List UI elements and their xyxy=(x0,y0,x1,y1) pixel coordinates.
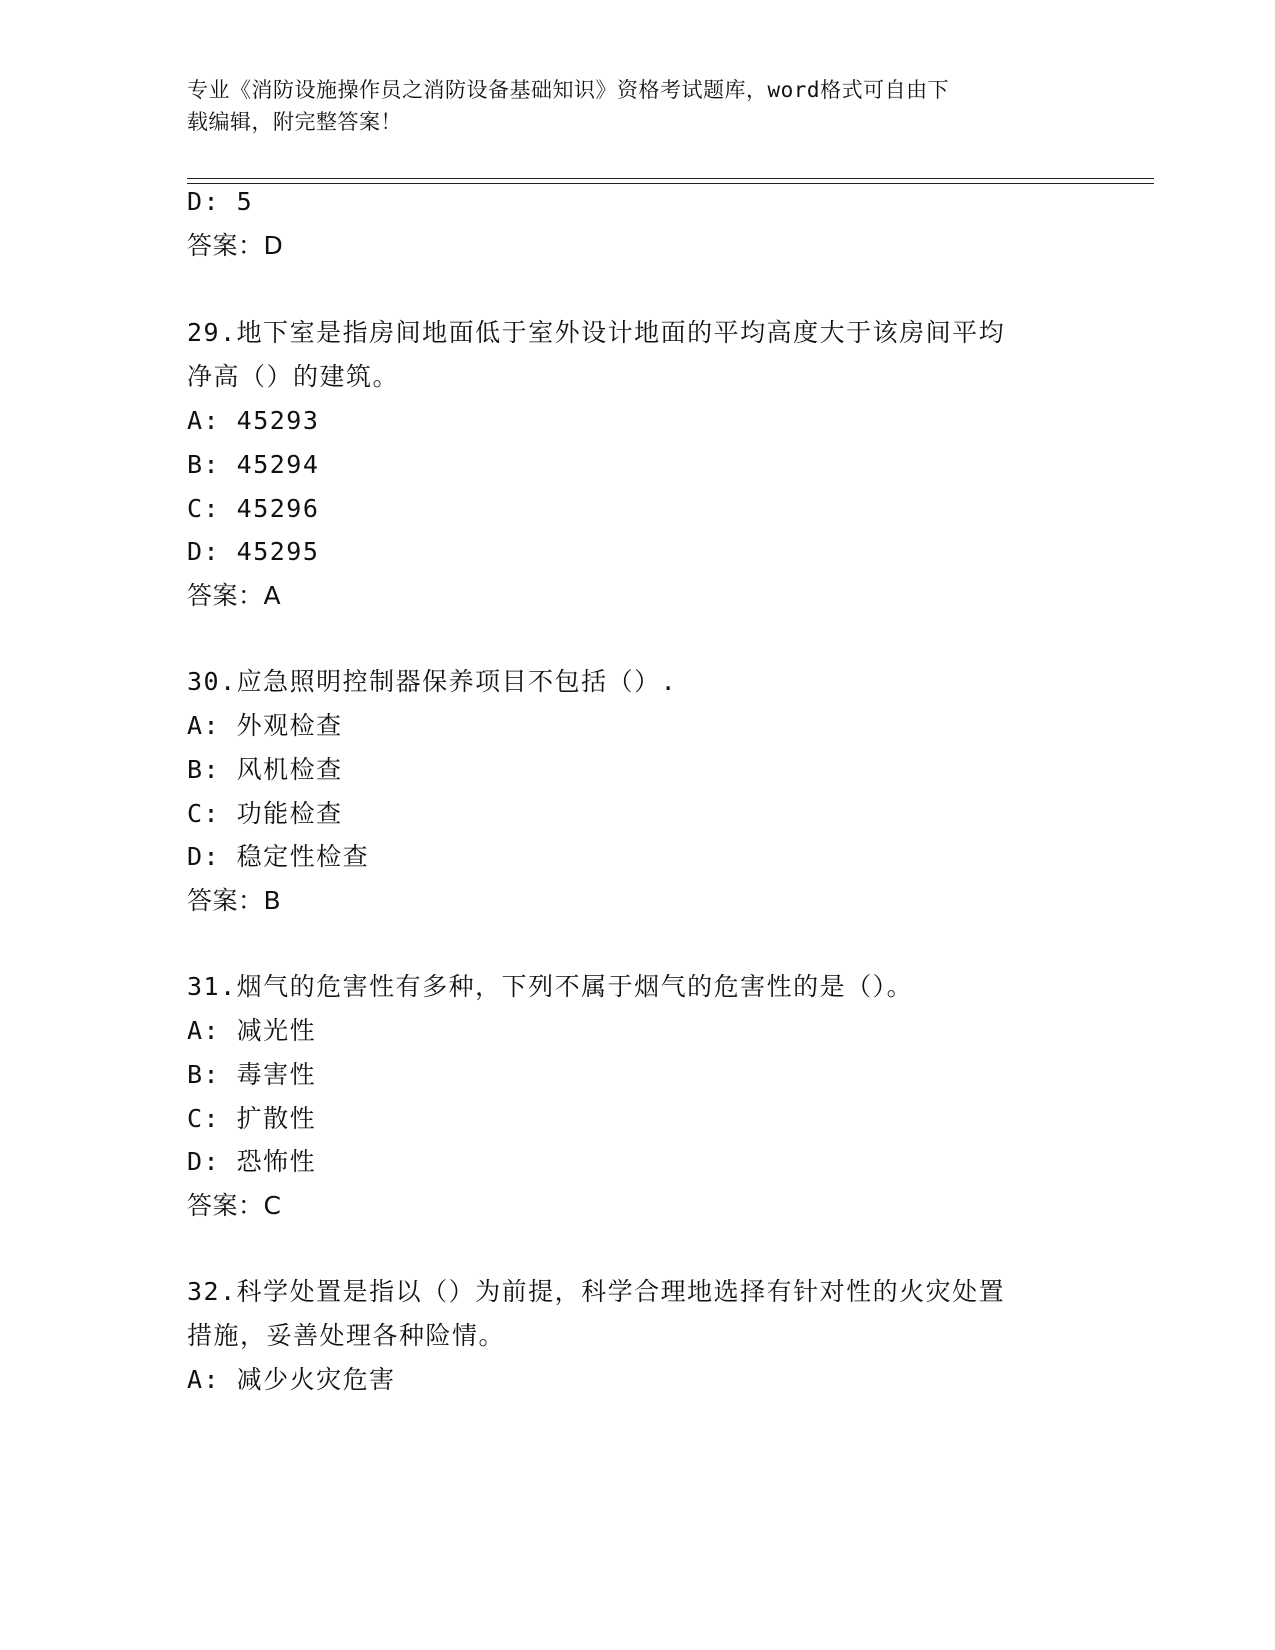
header-line-2: 载编辑，附完整答案！ xyxy=(187,110,402,134)
q29-stem-line-2: 净高（）的建筑。 xyxy=(187,362,400,391)
q31-answer: 答案：C xyxy=(187,1191,282,1220)
q32-stem-line-1: 32.科学处置是指以（）为前提，科学合理地选择有针对性的火灾处置 xyxy=(187,1277,1006,1306)
q31-option-d: D: 恐怖性 xyxy=(187,1147,317,1176)
q31-option-a: A: 减光性 xyxy=(187,1016,317,1045)
q32-stem-line-2: 措施，妥善处理各种险情。 xyxy=(187,1321,506,1350)
header-line-1: 专业《消防设施操作员之消防设备基础知识》资格考试题库，word格式可自由下 xyxy=(187,78,950,102)
page-header xyxy=(187,74,1067,138)
q29-answer: 答案：A xyxy=(187,581,282,610)
q32-option-a: A: 减少火灾危害 xyxy=(187,1365,396,1394)
header-divider xyxy=(187,178,1154,184)
q29-option-d: D: 45295 xyxy=(187,537,320,566)
q30-option-c: C: 功能检查 xyxy=(187,799,343,828)
q30-answer: 答案：B xyxy=(187,886,282,915)
prev-answer: 答案：D xyxy=(187,231,284,260)
q30-option-b: B: 风机检查 xyxy=(187,755,343,784)
q29-option-b: B: 45294 xyxy=(187,450,320,479)
q30-option-d: D: 稳定性检查 xyxy=(187,842,370,871)
q31-stem-line-1: 31.烟气的危害性有多种，下列不属于烟气的危害性的是（）。 xyxy=(187,972,914,1001)
q29-option-a: A: 45293 xyxy=(187,406,320,435)
q30-option-a: A: 外观检查 xyxy=(187,711,343,740)
q31-option-c: C: 扩散性 xyxy=(187,1104,317,1133)
q31-option-b: B: 毒害性 xyxy=(187,1060,317,1089)
prev-option-d: D: 5 xyxy=(187,187,254,216)
q30-stem-line-1: 30.应急照明控制器保养项目不包括（）. xyxy=(187,667,678,696)
q29-option-c: C: 45296 xyxy=(187,494,320,523)
q29-stem-line-1: 29.地下室是指房间地面低于室外设计地面的平均高度大于该房间平均 xyxy=(187,318,1006,347)
